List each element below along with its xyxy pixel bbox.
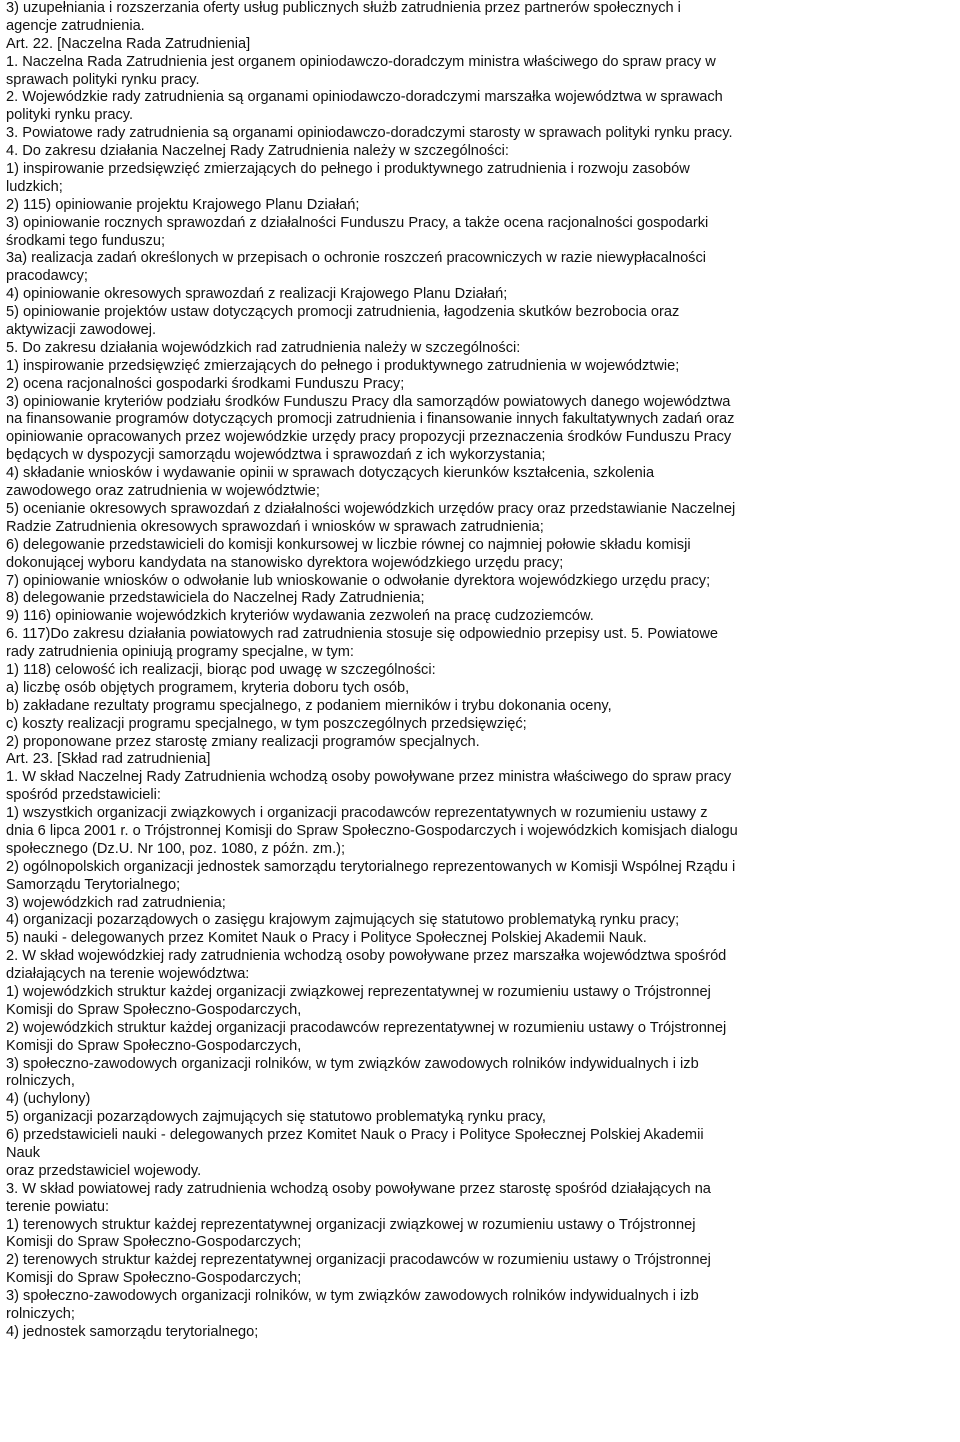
text-line: Samorządu Terytorialnego; <box>6 876 181 893</box>
text-line: rolniczych; <box>6 1306 75 1323</box>
text-line: 5) nauki - delegowanych przez Komitet Nauk o Pracy i Polityce Społecznej Polskiej Akademii Nauk. <box>6 930 647 947</box>
text-line: 9) 116) opiniowanie wojewódzkich kryteriów wydawania zezwoleń na pracę cudzoziemców. <box>6 608 594 625</box>
text-line: będących w dyspozycji samorządu województwa i sprawozdań z ich wykorzystania; <box>6 447 546 464</box>
text-line: 6. 117)Do zakresu działania powiatowych rad zatrudnienia stosuje się odpowiednio przepisy ust. 5. Powiatowe <box>6 626 718 643</box>
text-line: 3) wojewódzkich rad zatrudnienia; <box>6 894 226 911</box>
text-line: 1) 118) celowość ich realizacji, biorąc pod uwagę w szczególności: <box>6 661 436 678</box>
text-line: Komisji do Spraw Społeczno-Gospodarczych, <box>6 1037 302 1054</box>
text-line: 7) opiniowanie wniosków o odwołanie lub wnioskowanie o odwołanie dyrektora wojewódzkiego urzędu pracy; <box>6 572 711 589</box>
text-line: 2) wojewódzkich struktur każdej organizacji pracodawców reprezentatywnej w rozumieniu ustawy o Trójstronnej <box>6 1019 727 1036</box>
text-line: 1) terenowych struktur każdej reprezentatywnej organizacji związkowej w rozumieniu ustawy o Trójstronnej <box>6 1216 696 1233</box>
text-line: 1) inspirowanie przedsięwzięć zmierzających do pełnego i produktywnego zatrudnienia i rozwoju zasobów <box>6 161 690 178</box>
text-line: Art. 23. [Skład rad zatrudnienia] <box>6 751 211 768</box>
text-line: na finansowanie programów dotyczących promocji zatrudnienia i finansowanie innych fakultatywnych zadań oraz <box>6 411 735 428</box>
text-line: c) koszty realizacji programu specjalnego, w tym poszczególnych przedsięwzięć; <box>6 715 527 732</box>
text-line: 6) delegowanie przedstawicieli do komisji konkursowej w liczbie równej co najmniej połowie składu komisji <box>6 536 691 553</box>
text-line: 4) opiniowanie okresowych sprawozdań z realizacji Krajowego Planu Działań; <box>6 286 508 303</box>
text-line: 4) organizacji pozarządowych o zasięgu krajowym zajmujących się statutowo problematyką rynku pracy; <box>6 912 680 929</box>
text-line: 4) (uchylony) <box>6 1091 91 1108</box>
text-line: 5) organizacji pozarządowych zajmujących się statutowo problematyką rynku pracy, <box>6 1109 546 1126</box>
text-line: działających na terenie województwa: <box>6 966 250 983</box>
text-line: 5) ocenianie okresowych sprawozdań z działalności wojewódzkich urzędów pracy oraz przedstawianie Naczelnej <box>6 500 736 517</box>
text-line: Komisji do Spraw Społeczno-Gospodarczych; <box>6 1234 302 1251</box>
text-line: 1) wszystkich organizacji związkowych i organizacji pracodawców reprezentatywnych w rozumieniu ustawy z <box>6 805 708 822</box>
text-line: 1) inspirowanie przedsięwzięć zmierzających do pełnego i produktywnego zatrudnienia w województwie; <box>6 357 680 374</box>
text-line: 3) społeczno-zawodowych organizacji rolników, w tym związków zawodowych rolników indywidualnych i izb <box>6 1288 699 1305</box>
text-line: 6) przedstawicieli nauki - delegowanych przez Komitet Nauk o Pracy i Polityce Społecznej Polskiej Akademii <box>6 1127 704 1144</box>
text-line: ludzkich; <box>6 178 63 195</box>
text-line: 2) terenowych struktur każdej reprezentatywnej organizacji pracodawców w rozumieniu ustawy o Trójstronnej <box>6 1252 711 1269</box>
text-line: 3) opiniowanie rocznych sprawozdań z działalności Funduszu Pracy, a także ocena racjonalności gospodarki <box>6 214 709 231</box>
text-line: 1) wojewódzkich struktur każdej organizacji związkowej reprezentatywnej w rozumieniu ustawy o Trójstronnej <box>6 983 711 1000</box>
text-line: 3a) realizacja zadań określonych w przepisach o ochronie roszczeń pracowniczych w razie niewypłacalności <box>6 250 707 267</box>
text-line: dokonującej wyboru kandydata na stanowisko dyrektora wojewódzkiego urzędu pracy; <box>6 554 564 571</box>
text-line: środkami tego funduszu; <box>6 232 165 249</box>
text-line: Komisji do Spraw Społeczno-Gospodarczych; <box>6 1270 302 1287</box>
text-line: sprawach polityki rynku pracy. <box>6 71 200 88</box>
text-line: spośród przedstawicieli: <box>6 787 161 804</box>
text-line: rady zatrudnienia opiniują programy specjalne, w tym: <box>6 644 354 661</box>
text-line: 8) delegowanie przedstawiciela do Naczelnej Rady Zatrudnienia; <box>6 590 425 607</box>
text-line: oraz przedstawiciel wojewody. <box>6 1162 202 1179</box>
text-line: 4) jednostek samorządu terytorialnego; <box>6 1323 259 1340</box>
text-line: a) liczbę osób objętych programem, kryteria doboru tych osób, <box>6 679 410 696</box>
text-line: 3) społeczno-zawodowych organizacji rolników, w tym związków zawodowych rolników indywidualnych i izb <box>6 1055 699 1072</box>
text-line: 3) uzupełniania i rozszerzania oferty usług publicznych służb zatrudnienia przez partnerów społecznych i <box>6 0 681 16</box>
text-line: 2) proponowane przez starostę zmiany realizacji programów specjalnych. <box>6 733 480 750</box>
text-line: społecznego (Dz.U. Nr 100, poz. 1080, z późn. zm.); <box>6 840 346 857</box>
text-line: 3. Powiatowe rady zatrudnienia są organami opiniodawczo-doradczymi starosty w sprawach polityki rynku pracy. <box>6 125 733 142</box>
text-line: b) zakładane rezultaty programu specjalnego, z podaniem mierników i trybu dokonania oceny, <box>6 697 612 714</box>
text-line: 5. Do zakresu działania wojewódzkich rad zatrudnienia należy w szczególności: <box>6 339 521 356</box>
text-line: 5) opiniowanie projektów ustaw dotyczących promocji zatrudnienia, łagodzenia skutków bezrobocia oraz <box>6 304 680 321</box>
text-line: opiniowanie opracowanych przez wojewódzkie urzędy pracy propozycji przeznaczenia środków Funduszu Pracy <box>6 429 732 446</box>
text-line: 4. Do zakresu działania Naczelnej Rady Zatrudnienia należy w szczególności: <box>6 143 509 160</box>
text-line: 4) składanie wniosków i wydawanie opinii w sprawach dotyczących kierunków kształcenia, szkolenia <box>6 465 655 482</box>
text-line: aktywizacji zawodowej. <box>6 322 157 339</box>
text-line: 3. W skład powiatowej rady zatrudnienia wchodzą osoby powoływane przez starostę spośród działających na <box>6 1180 711 1197</box>
text-line: 2) 115) opiniowanie projektu Krajowego Planu Działań; <box>6 196 360 213</box>
text-line: terenie powiatu: <box>6 1198 110 1215</box>
text-line: 2. W skład wojewódzkiej rady zatrudnienia wchodzą osoby powoływane przez marszałka województwa spośród <box>6 948 727 965</box>
text-line: 2) ogólnopolskich organizacji jednostek samorządu terytorialnego reprezentowanych w Komisji Wspólnej Rządu i <box>6 858 736 875</box>
text-line: Radzie Zatrudnienia okresowych sprawozdań i wniosków w sprawach zatrudnienia; <box>6 518 544 535</box>
text-line: dnia 6 lipca 2001 r. o Trójstronnej Komisji do Spraw Społeczno-Gospodarczych i wojewódzkich komisjach dialogu <box>6 822 738 839</box>
text-line: rolniczych, <box>6 1073 75 1090</box>
text-line: 1. Naczelna Rada Zatrudnienia jest organem opiniodawczo-doradczym ministra właściwego do spraw pracy w <box>6 53 716 70</box>
text-line: 1. W skład Naczelnej Rady Zatrudnienia wchodzą osoby powoływane przez ministra właściwego do spraw pracy <box>6 769 732 786</box>
text-line: 3) opiniowanie kryteriów podziału środków Funduszu Pracy dla samorządów powiatowych danego województwa <box>6 393 731 410</box>
text-line: agencje zatrudnienia. <box>6 17 145 34</box>
text-line: polityki rynku pracy. <box>6 107 134 124</box>
text-line: Art. 22. [Naczelna Rada Zatrudnienia] <box>6 35 251 52</box>
text-line: Komisji do Spraw Społeczno-Gospodarczych, <box>6 1001 302 1018</box>
text-line: 2) ocena racjonalności gospodarki środkami Funduszu Pracy; <box>6 375 405 392</box>
text-line: pracodawcy; <box>6 268 88 285</box>
text-line: 2. Wojewódzkie rady zatrudnienia są organami opiniodawczo-doradczymi marszałka województwa w sprawach <box>6 89 723 106</box>
text-line: Nauk <box>6 1145 41 1161</box>
text-line: zawodowego oraz zatrudnienia w województwie; <box>6 483 320 500</box>
